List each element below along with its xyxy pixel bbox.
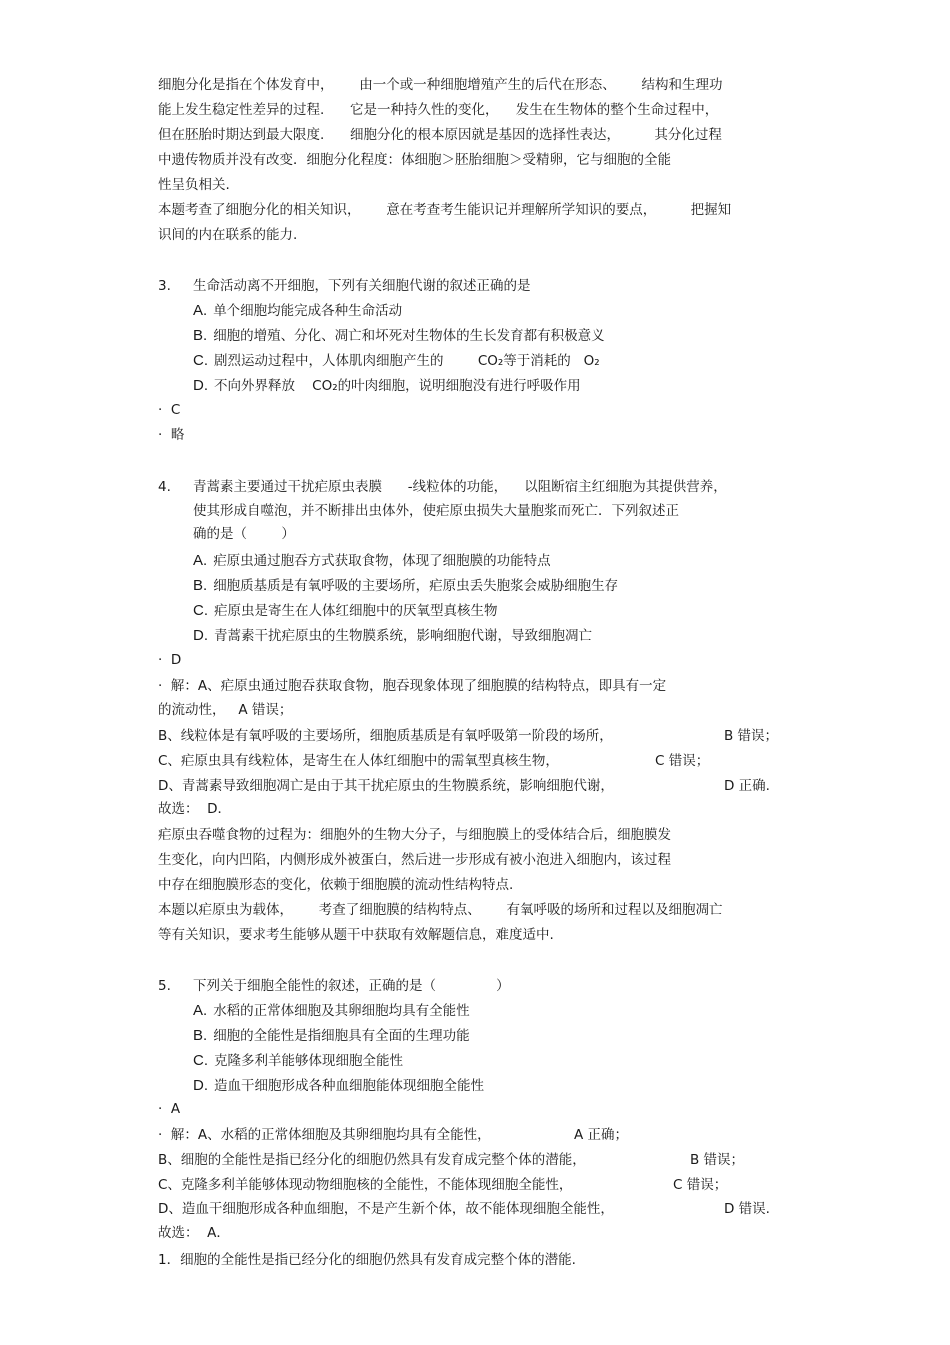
q5-explain-verdict: D 错误. xyxy=(724,1201,770,1217)
q5-option-b xyxy=(193,1027,470,1045)
q5-explain-line: 1．细胞的全能性是指已经分化的细胞仍然具有发育成完整个体的潜能. xyxy=(158,1252,576,1268)
q5-explain-verdict: C 错误； xyxy=(673,1177,728,1193)
q5-option-d xyxy=(193,1077,484,1095)
intro-line-3: 但在胚胎时期达到最大限度. 细胞分化的根本原因就是基因的选择性表达， 其分化过程 xyxy=(158,127,722,143)
option-text: 造血干细胞形成各种血细胞能体现细胞全能性 xyxy=(214,1078,484,1094)
q5-explain-verdict: B 错误； xyxy=(690,1152,745,1168)
option-text: 单个细胞均能完成各种生命活动 xyxy=(213,303,403,319)
q5-explain-line: D、造血干细胞形成各种血细胞，不是产生新个体，故不能体现细胞全能性， xyxy=(158,1201,614,1217)
q4-explain-line: 故选： D． xyxy=(158,801,231,817)
q4-explain-line: 中存在细胞膜形态的变化，依赖于细胞膜的流动性结构特点. xyxy=(158,877,514,893)
option-letter: C. xyxy=(193,602,208,619)
q4-explain-line: B、线粒体是有氧呼吸的主要场所，细胞质基质是有氧呼吸第一阶段的场所， xyxy=(158,728,613,744)
intro-line-5: 性呈负相关. xyxy=(158,177,230,193)
q3-stem: 生命活动离不开细胞，下列有关细胞代谢的叙述正确的是 xyxy=(193,278,531,294)
intro-line-7: 识间的内在联系的能力. xyxy=(158,227,298,243)
q5-answer: · A xyxy=(158,1101,181,1117)
option-letter: A. xyxy=(193,552,208,569)
option-text: 细胞质基质是有氧呼吸的主要场所，疟原虫丢失胞浆会威胁细胞生存 xyxy=(213,578,619,594)
intro-line-1: 细胞分化是指在个体发育中， 由一个或一种细胞增殖产生的后代在形态、 结构和生理功 xyxy=(158,77,723,93)
q4-explain-line: · 解：A、疟原虫通过胞吞获取食物，胞吞现象体现了细胞膜的结构特点，即具有一定 xyxy=(158,678,667,694)
option-letter: D. xyxy=(193,1077,208,1094)
option-text: 细胞的增殖、分化、凋亡和坏死对生物体的生长发育都有积极意义 xyxy=(213,328,605,344)
intro-line-4: 中遗传物质并没有改变．细胞分化程度：体细胞＞胚胎细胞＞受精卵，它与细胞的全能 xyxy=(158,152,671,168)
q3-option-a xyxy=(193,302,402,320)
q4-explain-verdict: B 错误； xyxy=(724,728,779,744)
intro-line-6: 本题考查了细胞分化的相关知识， 意在考查考生能识记并理解所学知识的要点， 把握知 xyxy=(158,202,732,218)
q3-option-c xyxy=(193,352,600,370)
option-letter: B. xyxy=(193,577,208,594)
option-letter: D. xyxy=(193,377,208,394)
option-text: 不向外界释放 CO₂的叶肉细胞，说明细胞没有进行呼吸作用 xyxy=(214,378,581,394)
option-letter: A. xyxy=(193,1002,208,1019)
q5-explain-line: 故选： A． xyxy=(158,1225,230,1241)
q5-explain-line: · 解：A、水稻的正常体细胞及其卵细胞均具有全能性， xyxy=(158,1127,491,1143)
option-text: 细胞的全能性是指细胞具有全面的生理功能 xyxy=(213,1028,470,1044)
option-text: 克隆多利羊能够体现细胞全能性 xyxy=(214,1053,403,1069)
q3-answer: · C xyxy=(158,402,181,418)
option-letter: C. xyxy=(193,352,208,369)
q3-option-d xyxy=(193,377,581,395)
q5-option-c xyxy=(193,1052,403,1070)
option-text: 疟原虫通过胞吞方式获取食物，体现了细胞膜的功能特点 xyxy=(213,553,551,569)
q4-explain-verdict: C 错误； xyxy=(655,753,710,769)
q4-explain-line: C、疟原虫具有线粒体，是寄生在人体红细胞中的需氧型真核生物， xyxy=(158,753,559,769)
q4-explain-line: 疟原虫吞噬食物的过程为：细胞外的生物大分子，与细胞膜上的受体结合后，细胞膜发 xyxy=(158,827,671,843)
q4-explain-line: 的流动性， A 错误； xyxy=(158,702,293,718)
option-text: 剧烈运动过程中，人体肌肉细胞产生的 CO₂等于消耗的 O₂ xyxy=(214,353,600,369)
option-text: 青蒿素干扰疟原虫的生物膜系统，影响细胞代谢，导致细胞凋亡 xyxy=(214,628,592,644)
option-text: 水稻的正常体细胞及其卵细胞均具有全能性 xyxy=(213,1003,470,1019)
option-letter: C. xyxy=(193,1052,208,1069)
q4-explain-verdict: D 正确. xyxy=(724,778,770,794)
q4-answer: · D xyxy=(158,652,182,668)
q5-number: 5. xyxy=(158,978,171,994)
option-letter: B. xyxy=(193,327,208,344)
q4-option-c xyxy=(193,602,498,620)
option-letter: D. xyxy=(193,627,208,644)
option-letter: B. xyxy=(193,1027,208,1044)
q4-explain-line: 等有关知识，要求考生能够从题干中获取有效解题信息，难度适中. xyxy=(158,927,554,943)
q4-explain-line: 生变化，向内凹陷，内侧形成外被蛋白，然后进一步形成有被小泡进入细胞内，该过程 xyxy=(158,852,671,868)
q5-explain-line: B、细胞的全能性是指已经分化的细胞仍然具有发育成完整个体的潜能， xyxy=(158,1152,586,1168)
q5-explain-line: C、克隆多利羊能够体现动物细胞核的全能性，不能体现细胞全能性， xyxy=(158,1177,573,1193)
q3-analysis: · 略 xyxy=(158,427,185,443)
q5-option-a xyxy=(193,1002,470,1020)
q4-stem-line-2: 使其形成自噬泡，并不断排出虫体外，使疟原虫损失大量胞浆而死亡．下列叙述正 xyxy=(193,503,679,519)
option-text: 疟原虫是寄生在人体红细胞中的厌氧型真核生物 xyxy=(214,603,498,619)
q4-option-d xyxy=(193,627,592,645)
q4-stem-line-1: 青蒿素主要通过干扰疟原虫表膜 -线粒体的功能， 以阻断宿主红细胞为其提供营养， xyxy=(193,479,727,495)
q4-option-a xyxy=(193,552,551,570)
q3-number: 3. xyxy=(158,278,171,294)
q4-option-b xyxy=(193,577,618,595)
q4-explain-line: 本题以疟原虫为载体， 考查了细胞膜的结构特点、 有氧呼吸的场所和过程以及细胞凋亡 xyxy=(158,902,723,918)
q4-explain-line: D、青蒿素导致细胞凋亡是由于其干扰疟原虫的生物膜系统，影响细胞代谢， xyxy=(158,778,614,794)
q4-stem-line-3: 确的是（ ） xyxy=(193,526,295,542)
q4-number: 4. xyxy=(158,479,171,495)
intro-line-2: 能上发生稳定性差异的过程. 它是一种持久性的变化， 发生在生物体的整个生命过程中， xyxy=(158,102,719,118)
q5-explain-verdict: A 正确； xyxy=(574,1127,629,1143)
option-letter: A. xyxy=(193,302,208,319)
q5-stem: 下列关于细胞全能性的叙述，正确的是（ ） xyxy=(193,978,510,994)
q3-option-b xyxy=(193,327,605,345)
